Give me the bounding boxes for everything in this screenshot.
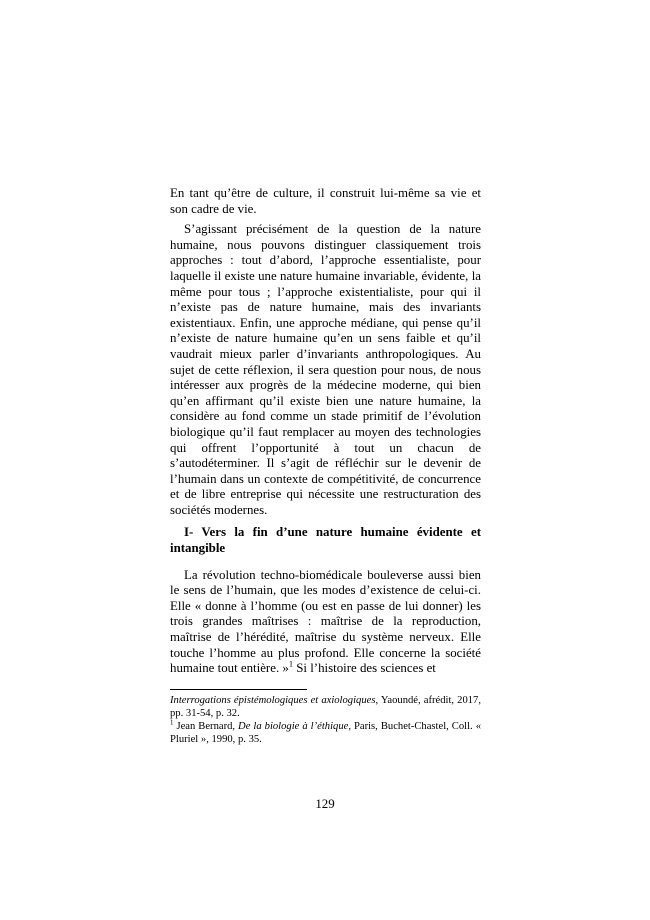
paragraph-approaches: S’agissant précisément de la question de la nature humaine, nous pouvons distinguer classiquement trois approches : tout d’abord, l’approche essentialiste, pour laquelle il existe une nature humaine invariable, évidente, la même pour tous ; l’approche existentialiste, pour qui il n’existe pas de nature humaine, mais des invariants existentiaux. Enfin, une approche médiane, qui pense qu’il n’existe de nature humaine qu’en un sens faible et qu’il vaudrait mieux parler d’invariants anthropologiques. Au sujet de cette réflexion, il sera question pour nous, de nous intéresser aux progrès de la médecine moderne, qui bien qu’en affirmant qu’il existe bien une nature humaine, la considère au fond comme un stade primitif de l’évolution biologique qu’il faut remplacer au moyen des technologies qui offrent l’opportunité à tout un chacun de s’autodéterminer. Il s’agit de réfléchir sur le devenir de l’humain dans un contexte de compétitivité, de concurrence et de libre entreprise qui nécessite une restructuration des sociétés modernes. [170,222,481,517]
paragraph-text: Si l’histoire des sciences et [293,661,436,676]
paragraph-revolution [170,568,481,677]
footnote-title-italic: Interrogations épistémologiques et axiologiques [170,694,376,706]
paragraph-intro: En tant qu’être de culture, il construit lui-même sa vie et son cadre de vie. [170,186,481,216]
footnote-text: , Yaoundé, afrédit, 2017, pp. 31-54, p. 32. [170,694,481,720]
text-block [170,186,481,747]
footnote-continuation [170,694,481,720]
footnote-title-italic: De la biologie à l’éthique, [238,721,351,733]
footnote-text: Paris, Buchet-Chastel, Coll. « Pluriel », 1990, p. 35. [170,721,481,746]
footnote-separator [170,689,307,690]
footnote-marker: 1 [170,719,174,727]
footnotes [170,694,481,747]
page-number: 129 [315,797,335,811]
section-heading: I- Vers la fin d’une nature humaine évidente et intangible [170,525,481,556]
footnote-text: Jean Bernard, [173,721,239,733]
footnote-1 [170,720,481,746]
paragraph-text: La révolution techno-biomédicale bouleverse aussi bien le sens de l’humain, que les modes d’existence de celui-ci. Elle « donne à l’homme (ou est en passe de lui donner) les trois grandes maîtrises : maîtrise de la reproduction, maîtrise de l’hérédité, maîtrise du système nerveux. Elle touche l’homme au plus profond. Elle concerne la société humaine tout entière. » [170,567,481,676]
footnote-reference: 1 [288,659,294,669]
